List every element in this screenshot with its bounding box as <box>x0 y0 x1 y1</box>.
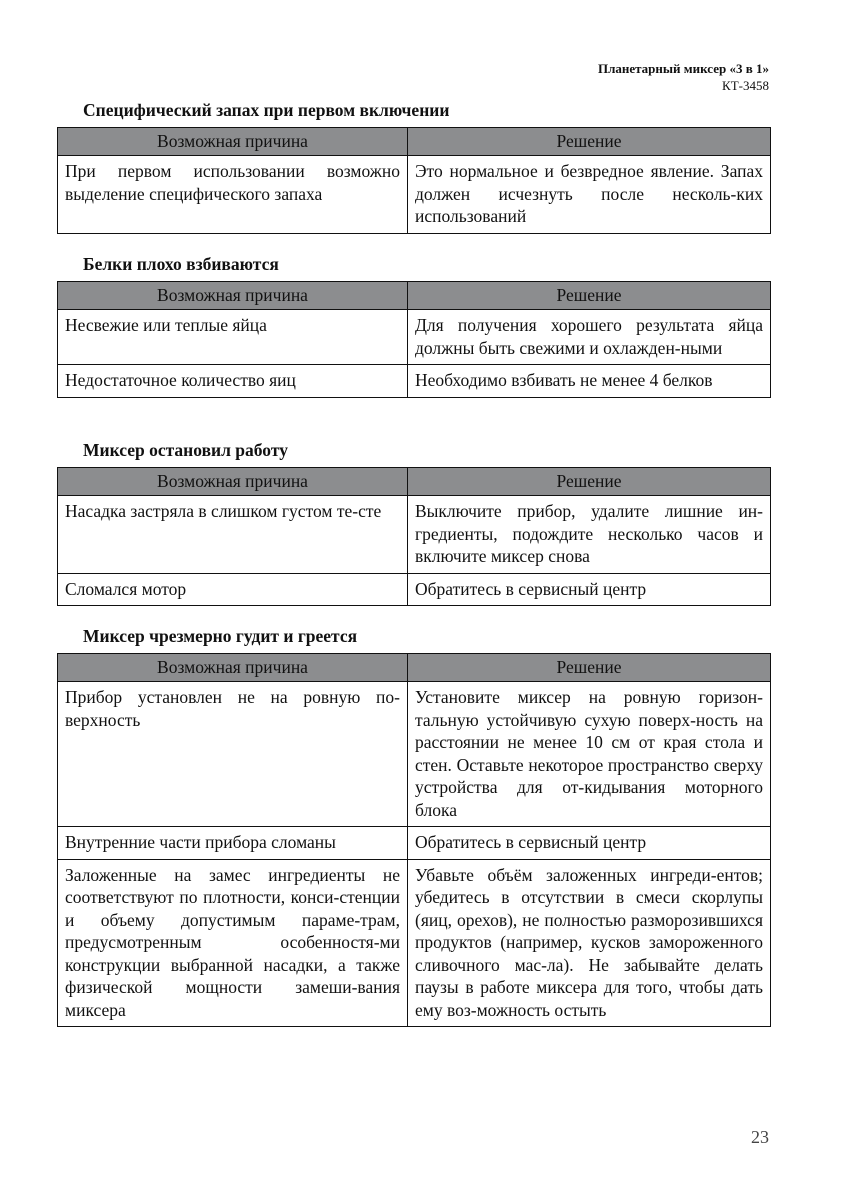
column-header-solution: Решение <box>408 128 771 156</box>
table-row <box>58 682 771 827</box>
solution-cell: Необходимо взбивать не менее 4 белков <box>408 365 771 398</box>
troubleshooting-table <box>57 127 771 234</box>
table-row <box>58 859 771 1027</box>
section-title: Миксер остановил работу <box>83 440 288 460</box>
table-row <box>58 496 771 574</box>
column-header-cause: Возможная причина <box>58 282 408 310</box>
column-header-solution: Решение <box>408 282 771 310</box>
solution-cell: Обратитесь в сервисный центр <box>408 827 771 860</box>
solution-cell: Это нормальное и безвредное явление. Запах должен исчезнуть после несколь-ких использований <box>408 156 771 234</box>
cause-cell: При первом использовании возможно выделение специфического запаха <box>58 156 408 234</box>
table-header-row <box>58 128 771 156</box>
cause-cell: Недостаточное количество яиц <box>58 365 408 398</box>
table-row <box>58 310 771 365</box>
section-whites-not-whipping <box>57 254 770 398</box>
table-row <box>58 573 771 606</box>
section-specific-smell <box>57 100 770 234</box>
table-row <box>58 156 771 234</box>
solution-cell: Выключите прибор, удалите лишние ин-гредиенты, подождите несколько часов и включите миксер снова <box>408 496 771 574</box>
running-header <box>598 60 769 94</box>
section-title: Специфический запах при первом включении <box>83 100 450 120</box>
section-title: Миксер чрезмерно гудит и греется <box>83 626 358 646</box>
troubleshooting-table <box>57 281 771 398</box>
cause-cell: Заложенные на замес ингредиенты не соответствуют по плотности, конси-стенции и объему допустимым параме-трам, предусмотренным особенностя-ми конструкции выбранной насадки, а также физической мощности замеши-вания миксера <box>58 859 408 1027</box>
troubleshooting-table <box>57 467 771 606</box>
table-row <box>58 827 771 860</box>
column-header-cause: Возможная причина <box>58 468 408 496</box>
cause-cell: Внутренние части прибора сломаны <box>58 827 408 860</box>
table-header-row <box>58 282 771 310</box>
table-row <box>58 365 771 398</box>
solution-cell: Обратитесь в сервисный центр <box>408 573 771 606</box>
column-header-cause: Возможная причина <box>58 128 408 156</box>
model-number: КТ-3458 <box>722 78 769 93</box>
cause-cell: Прибор установлен не на ровную по-верхность <box>58 682 408 827</box>
section-title: Белки плохо взбиваются <box>83 254 279 274</box>
solution-cell: Установите миксер на ровную горизон-тальную устойчивую сухую поверх-ность на расстоянии не менее 10 см от края стола и стен. Оставьте некоторое пространство сверху устройства для от-кидывания моторного блока <box>408 682 771 827</box>
column-header-solution: Решение <box>408 654 771 682</box>
column-header-cause: Возможная причина <box>58 654 408 682</box>
section-mixer-stopped <box>57 440 770 606</box>
section-mixer-hums-heats <box>57 626 770 1027</box>
solution-cell: Для получения хорошего результата яйца должны быть свежими и охлажден-ными <box>408 310 771 365</box>
cause-cell: Несвежие или теплые яйца <box>58 310 408 365</box>
cause-cell: Насадка застряла в слишком густом те-сте <box>58 496 408 574</box>
cause-cell: Сломался мотор <box>58 573 408 606</box>
troubleshooting-table <box>57 653 771 1027</box>
table-header-row <box>58 654 771 682</box>
solution-cell: Убавьте объём заложенных ингреди-ентов; убедитесь в отсутствии в смеси скорлупы (яиц, орехов), не полностью разморозившихся продуктов (например, кусков замороженного сливочного мас-ла). Не забывайте делать паузы в работе миксера для того, чтобы дать ему воз-можность остыть <box>408 859 771 1027</box>
table-header-row <box>58 468 771 496</box>
page-number: 23 <box>751 1127 769 1147</box>
column-header-solution: Решение <box>408 468 771 496</box>
product-title: Планетарный миксер «3 в 1» <box>597 61 769 76</box>
